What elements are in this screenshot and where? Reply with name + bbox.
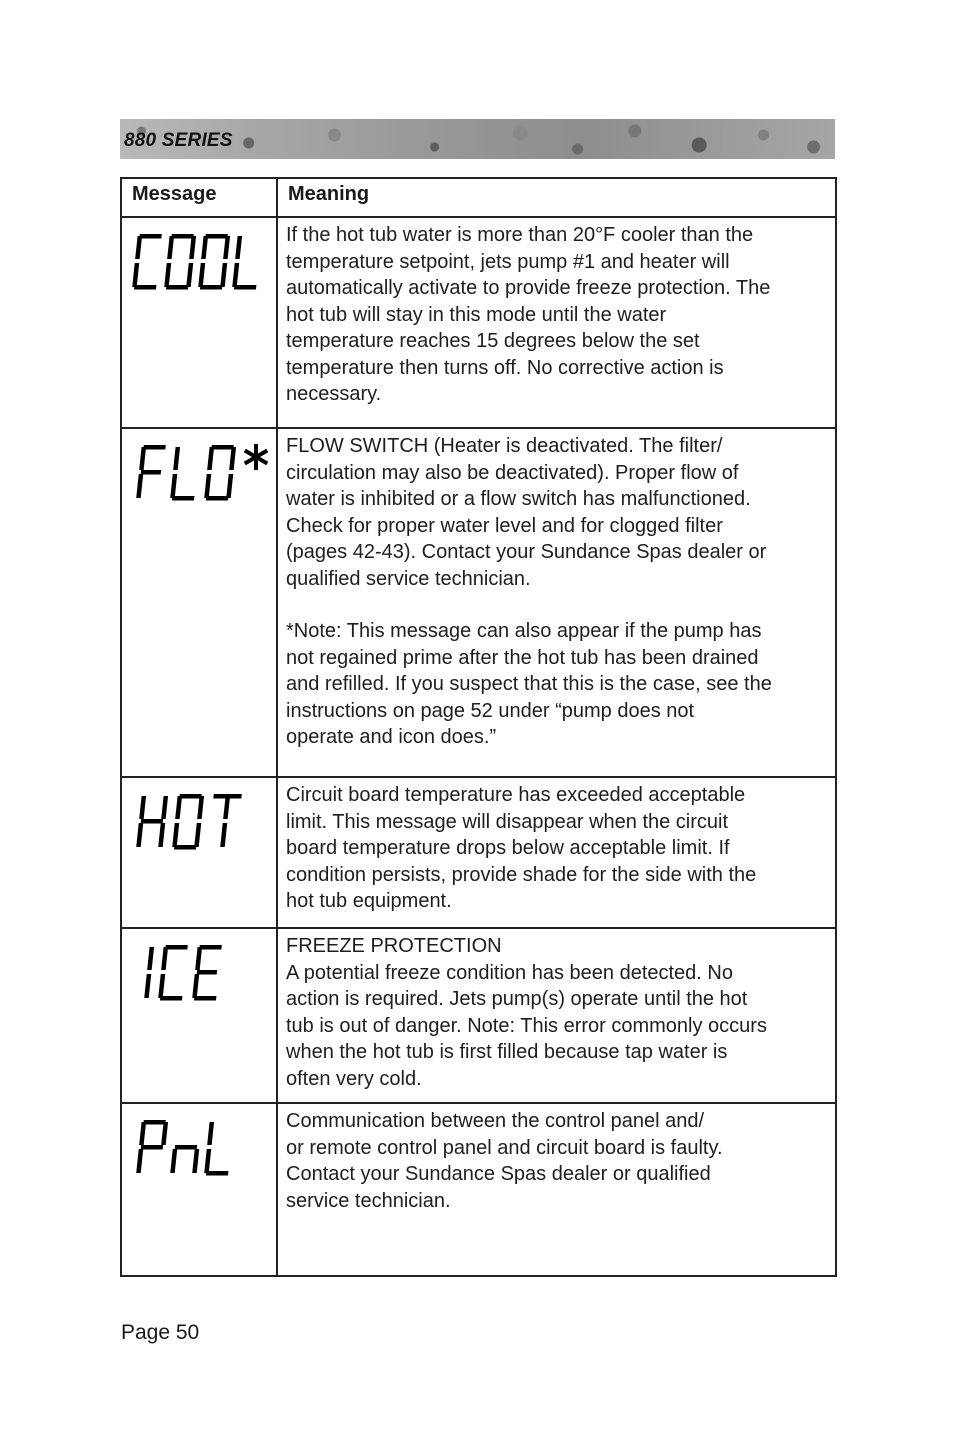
lcd-code-pnl xyxy=(121,1103,277,1276)
meaning-text: Communication between the control panel and/ or remote control panel and circuit board is faulty. Contact your Sundance Spas dealer or qualified service technician. xyxy=(286,1110,723,1212)
meaning-text: FLOW SWITCH (Heater is deactivated. The filter/ circulation may also be deactivated). Proper flow of water is inhibited or a flow switch has malfunctioned. Check for proper water level and for clogged filter (pages 42-43). Contact your Sundance Spas dealer or qualified service technician. xyxy=(286,435,767,590)
table-row xyxy=(121,1103,836,1276)
meaning-flo xyxy=(277,428,836,777)
series-banner xyxy=(120,119,835,159)
meaning-ice xyxy=(277,928,836,1103)
meaning-text: FREEZE PROTECTION A potential freeze condition has been detected. No action is required. Jets pump(s) operate until the hot tub is out of danger. Note: This error commonly occurs when the hot tub is first filled because tap water is often very cold. xyxy=(286,935,767,1090)
lcd-code-hot xyxy=(121,777,277,928)
meaning-hot xyxy=(277,777,836,928)
table-row xyxy=(121,428,836,777)
table-row xyxy=(121,217,836,428)
header-message: Message xyxy=(121,178,277,217)
lcd-cool-display xyxy=(130,232,270,294)
lcd-ice-display xyxy=(130,943,270,1005)
message-table xyxy=(120,177,837,1277)
meaning-cool xyxy=(277,217,836,428)
table-header-row xyxy=(121,178,836,217)
meaning-text: If the hot tub water is more than 20°F cooler than the temperature setpoint, jets pump #1 and heater will automatically activate to provide freeze protection. The hot tub will stay in this mode until the water temperature reaches 15 degrees below the set temperature then turns off. No corrective action is necessary. xyxy=(286,224,771,405)
asterisk-icon xyxy=(244,444,269,470)
lcd-flo-display xyxy=(130,443,275,505)
lcd-code-cool xyxy=(121,217,277,428)
lcd-hot-display xyxy=(130,792,270,854)
meaning-note: *Note: This message can also appear if the pump has not regained prime after the hot tub has been drained and refilled. If you suspect that this is the case, see the instructions on page 52 under “pump does not operate and icon does.” xyxy=(286,620,772,748)
table-row xyxy=(121,928,836,1103)
page-number: Page 50 xyxy=(121,1321,200,1344)
table-row xyxy=(121,777,836,928)
lcd-code-flo xyxy=(121,428,277,777)
lcd-code-ice xyxy=(121,928,277,1103)
header-meaning: Meaning xyxy=(277,178,836,217)
lcd-pnl-display xyxy=(130,1118,270,1180)
meaning-pnl xyxy=(277,1103,836,1276)
series-label: 880 SERIES xyxy=(124,130,233,151)
meaning-text: Circuit board temperature has exceeded acceptable limit. This message will disappear when the circuit board temperature drops below acceptable limit. If condition persists, provide shade for the side with the hot tub equipment. xyxy=(286,784,757,912)
